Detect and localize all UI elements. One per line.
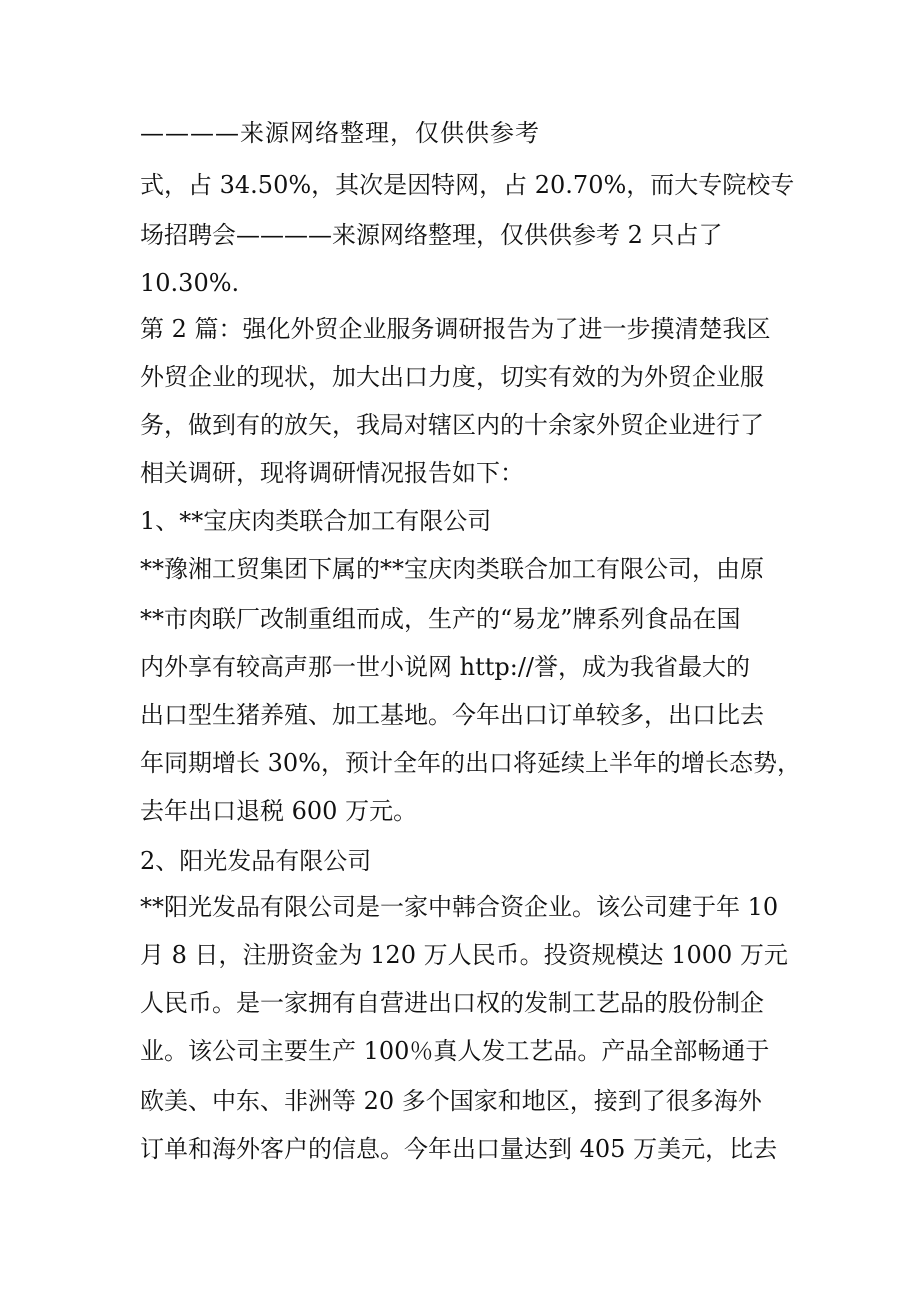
- body-line-12: 出口型生猪养殖、加工基地。今年出口订单较多，出口比去: [140, 701, 764, 729]
- body-line-2: 场招聘会————来源网络整理，仅供供参考 2 只占了: [140, 221, 723, 249]
- body-line-10: **市肉联厂改制重组而成，生产的“易龙”牌系列食品在国: [140, 605, 741, 633]
- body-line-17: 月 8 日，注册资金为 120 万人民币。投资规模达 1000 万元: [140, 941, 788, 969]
- company-heading-2: 2、阳光发品有限公司: [140, 847, 372, 875]
- source-note: ————来源网络整理，仅供供参考: [140, 119, 540, 147]
- body-line-21: 订单和海外客户的信息。今年出口量达到 405 万美元，比去: [140, 1135, 778, 1163]
- body-line-20: 欧美、中东、非洲等 20 多个国家和地区，接到了很多海外: [140, 1087, 762, 1115]
- body-line-3: 10.30%.: [140, 269, 240, 297]
- body-line-7: 相关调研，现将调研情况报告如下：: [140, 459, 524, 487]
- body-line-9: **豫湘工贸集团下属的**宝庆肉类联合加工有限公司，由原: [140, 555, 764, 583]
- company-heading-1: 1、**宝庆肉类联合加工有限公司: [140, 507, 492, 535]
- body-line-19: 业。该公司主要生产 100％真人发工艺品。产品全部畅通于: [140, 1037, 770, 1065]
- body-line-16: **阳光发品有限公司是一家中韩合资企业。该公司建于年 10: [140, 893, 779, 921]
- body-line-5: 外贸企业的现状，加大出口力度，切实有效的为外贸企业服: [140, 363, 764, 391]
- body-line-1: 式，占 34.50%，其次是因特网，占 20.70%，而大专院校专: [140, 171, 795, 199]
- body-line-11: 内外享有较高声那一世小说网 http://誉，成为我省最大的: [140, 653, 750, 681]
- body-line-6: 务，做到有的放矢，我局对辖区内的十余家外贸企业进行了: [140, 411, 764, 439]
- body-line-18: 人民币。是一家拥有自营进出口权的发制工艺品的股份制企: [140, 989, 764, 1017]
- body-line-14: 去年出口退税 600 万元。: [140, 797, 418, 825]
- body-line-13: 年同期增长 30%，预计全年的出口将延续上半年的增长态势，: [140, 749, 801, 777]
- section-heading-2: 第 2 篇：强化外贸企业服务调研报告为了进一步摸清楚我区: [140, 315, 771, 343]
